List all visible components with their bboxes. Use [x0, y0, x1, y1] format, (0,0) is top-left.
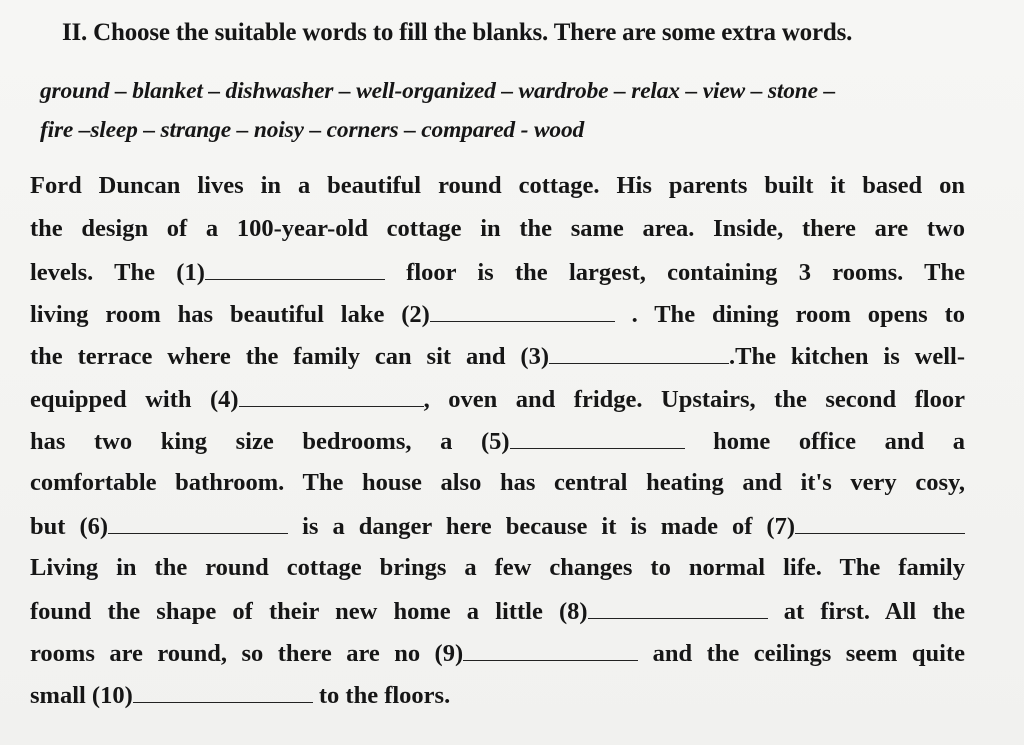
passage-line-6: [30, 384, 965, 414]
passage-text: small (10): [30, 682, 133, 709]
passage-text: living room has beautiful lake (2): [30, 301, 430, 328]
passage-line-9: [30, 511, 965, 541]
blank-1[interactable]: [205, 257, 385, 280]
passage-text: . The dining room opens to: [631, 301, 965, 328]
passage-line-11: [30, 596, 965, 626]
passage-text: to the floors.: [318, 682, 451, 709]
passage-text: has two king size bedrooms, a (5): [30, 428, 510, 455]
passage-text: home office and a: [713, 428, 965, 455]
passage-line-8: [30, 469, 965, 497]
passage-line-3: [30, 257, 965, 287]
passage-text: the design of a 100-year-old cottage in the same area. Inside, there are two: [30, 215, 965, 242]
blank-5[interactable]: [510, 426, 685, 449]
blank-3[interactable]: [549, 341, 729, 364]
blank-10[interactable]: [133, 680, 313, 703]
passage-line-5: [30, 341, 965, 371]
passage-line-13: [30, 680, 965, 710]
blank-6[interactable]: [108, 511, 288, 534]
passage-text: , oven and fridge. Upstairs, the second floor: [423, 386, 965, 413]
passage-text: found the shape of their new home a little (8): [30, 598, 588, 625]
exercise-heading: II. Choose the suitable words to fill the blanks. There are some extra words.: [62, 19, 853, 46]
passage-text: levels. The (1): [30, 259, 205, 286]
passage-line-4: [30, 299, 965, 329]
passage-text: but (6): [30, 513, 109, 540]
passage-text: is a danger here because it is made of (7): [302, 513, 796, 540]
passage-text: at first. All the: [783, 598, 965, 625]
blank-7[interactable]: [795, 511, 965, 534]
passage-text: .The kitchen is well-: [728, 343, 965, 370]
passage-text: equipped with (4): [30, 386, 239, 413]
word-bank-line-1: ground – blanket – dishwasher – well-organized – wardrobe – relax – view – stone –: [40, 78, 836, 104]
passage-text: Ford Duncan lives in a beautiful round cottage. His parents built it based on: [30, 172, 965, 199]
passage-line-1: [30, 172, 965, 200]
blank-8[interactable]: [588, 596, 768, 619]
passage-text: comfortable bathroom. The house also has central heating and it's very cosy,: [30, 469, 965, 496]
passage-line-12: [30, 638, 965, 668]
passage-line-10: [30, 554, 965, 582]
blank-2[interactable]: [430, 299, 615, 322]
passage-text: floor is the largest, containing 3 rooms. The: [406, 259, 965, 286]
passage-text: and the ceilings seem quite: [652, 640, 965, 667]
passage-text: the terrace where the family can sit and (3): [30, 343, 549, 370]
word-bank-line-2: fire –sleep – strange – noisy – corners – compared - wood: [40, 117, 585, 143]
passage-text: Living in the round cottage brings a few changes to normal life. The family: [30, 554, 965, 581]
passage-text: rooms are round, so there are no (9): [30, 640, 464, 667]
blank-4[interactable]: [239, 384, 424, 407]
passage-line-7: [30, 426, 965, 456]
passage-line-2: [30, 215, 965, 243]
blank-9[interactable]: [463, 638, 638, 661]
